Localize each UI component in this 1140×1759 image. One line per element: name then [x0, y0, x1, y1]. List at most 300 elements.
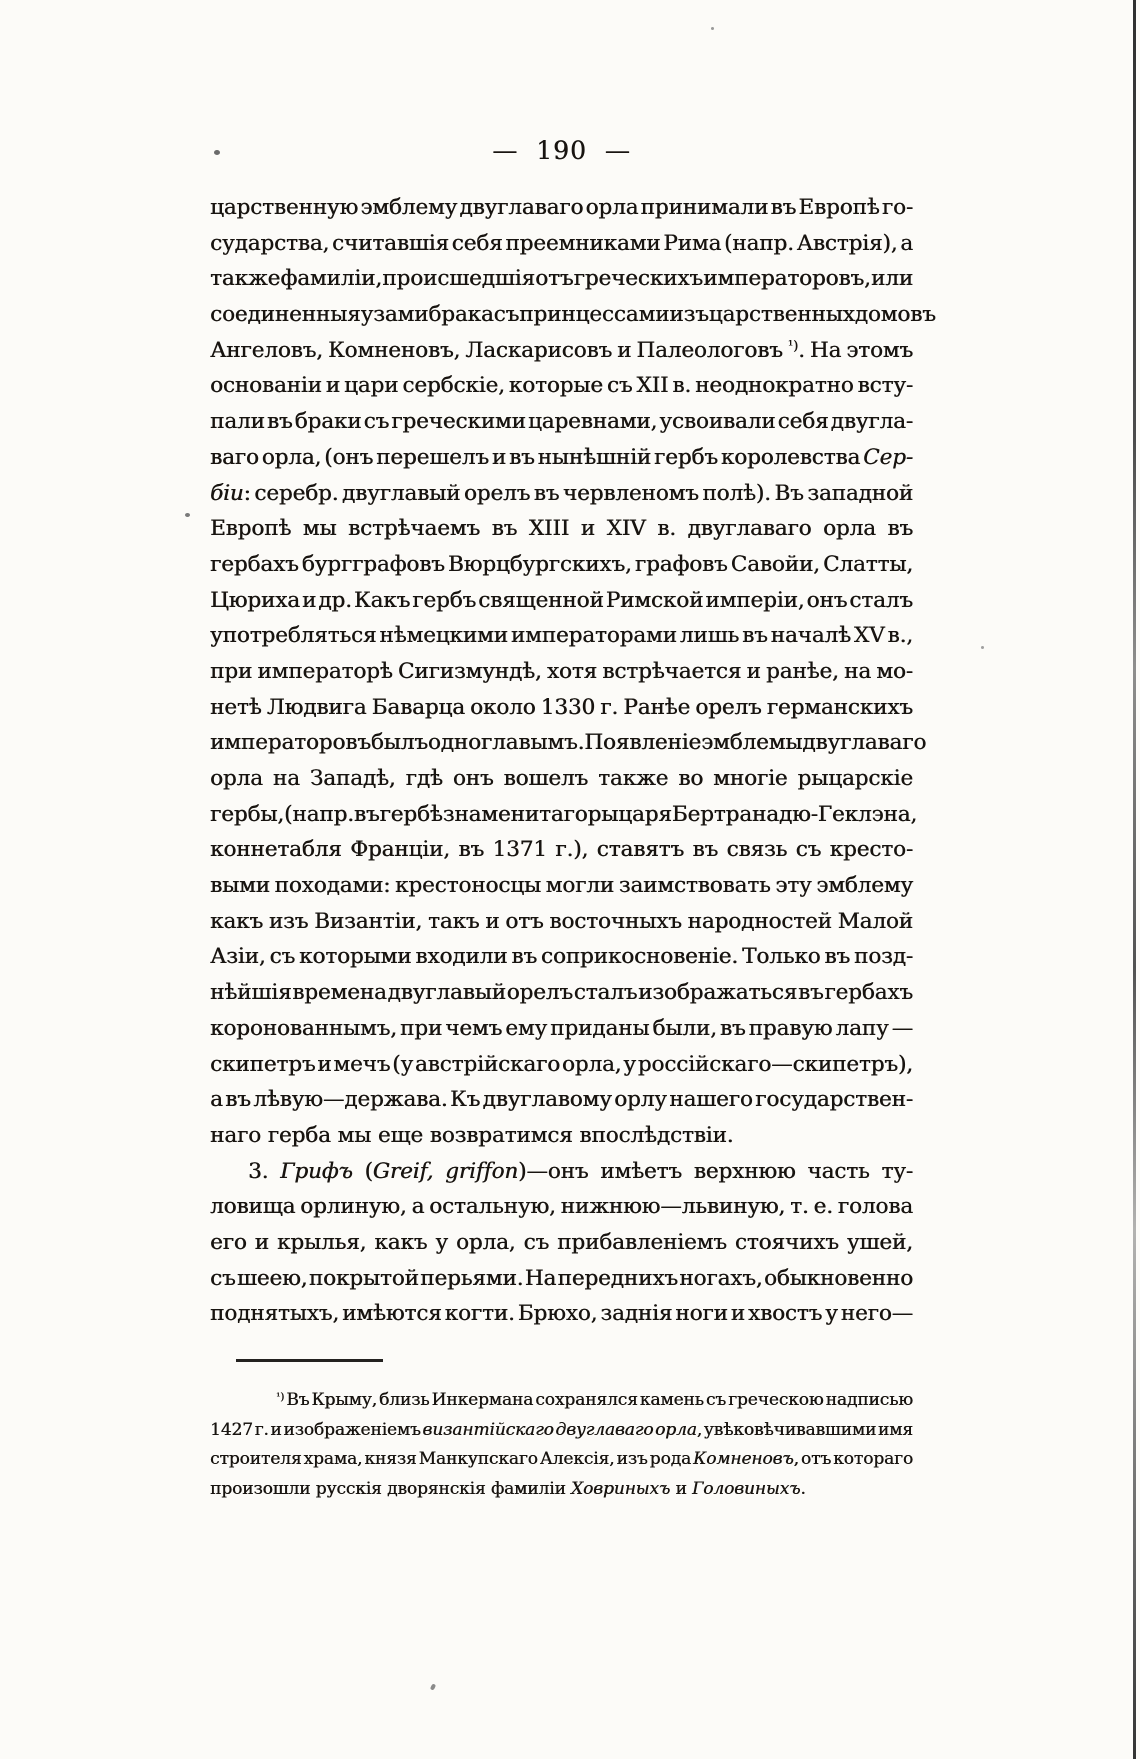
word: домовъ: [854, 302, 936, 328]
word: а: [210, 1087, 223, 1113]
text-line: [210, 1416, 913, 1446]
word: двуглаваго: [802, 730, 927, 756]
word: XII: [636, 373, 669, 399]
text-line: [210, 868, 913, 904]
word: въ: [742, 623, 768, 649]
word: Крыму,: [311, 1390, 377, 1410]
word: поднятыхъ,: [210, 1301, 340, 1327]
word: въ: [719, 1015, 746, 1041]
word: Ласкарисовъ: [465, 337, 613, 363]
word: в.: [657, 516, 676, 542]
word: въ: [824, 944, 850, 970]
word: греческими: [391, 409, 526, 435]
word: котораго: [833, 1449, 913, 1470]
word: в.,: [887, 623, 913, 649]
word: е.: [813, 1194, 833, 1220]
word: стоячихъ: [734, 1229, 839, 1255]
word: изъ: [669, 302, 709, 328]
word: съ: [523, 1229, 550, 1255]
word: могли: [545, 873, 615, 899]
text-line: [210, 476, 913, 512]
text-line: [210, 761, 913, 797]
word: въ: [533, 480, 560, 506]
word: шеею,: [236, 1265, 308, 1291]
word: и: [325, 373, 341, 399]
word: также: [210, 266, 281, 292]
text-line: [210, 725, 927, 761]
word: ему: [505, 1015, 548, 1041]
word: ноги: [675, 1301, 728, 1327]
scan-speck: [981, 646, 984, 649]
word: нѣйшія: [210, 980, 292, 1006]
word: Европѣ: [798, 195, 880, 220]
word: въ: [509, 444, 535, 470]
footnote-text: [210, 1386, 913, 1504]
word: двуглавый: [341, 480, 461, 506]
word: лапу: [835, 1015, 889, 1041]
word: пали: [210, 409, 265, 435]
word: онъ: [452, 766, 494, 791]
text-line: [210, 1047, 913, 1083]
word: и: [675, 1478, 687, 1499]
word: Какъ: [353, 587, 411, 613]
page-edge-shadow: [1133, 0, 1136, 1759]
word: покрытой: [308, 1265, 419, 1291]
word: возвратимся: [429, 1122, 573, 1148]
word: и: [730, 1301, 745, 1327]
word: него—: [840, 1301, 913, 1327]
word: Цюриха: [210, 587, 300, 613]
word: хотя: [546, 658, 598, 684]
word: цари: [344, 373, 399, 399]
text-line: [210, 583, 913, 619]
word: съ: [795, 837, 822, 863]
word: съ: [269, 944, 296, 970]
word: эмблему: [816, 873, 913, 899]
word: сохранялся: [535, 1390, 638, 1410]
word: и: [617, 337, 632, 363]
word: г.),: [555, 837, 589, 863]
word: греческихъ: [573, 266, 703, 292]
word: царственную: [210, 195, 359, 220]
word: ранѣе,: [765, 658, 839, 684]
word: такъ: [427, 908, 480, 934]
word: Къ: [449, 1087, 481, 1113]
word: правую: [748, 1015, 833, 1041]
word: когти.: [444, 1301, 515, 1327]
word: восточныхъ: [549, 908, 682, 934]
word: въ: [511, 944, 537, 970]
word: въ: [887, 516, 913, 542]
word: знаменитаго: [442, 801, 588, 827]
word: впослѣдствіи.: [579, 1122, 734, 1148]
word: русскія: [315, 1478, 382, 1499]
word: двуглаваго: [555, 1419, 654, 1440]
word: царевнами,: [527, 409, 658, 435]
word: императорами: [510, 623, 677, 649]
word: камень: [639, 1390, 704, 1410]
word: рыцаря: [587, 801, 672, 827]
text-line: [210, 654, 913, 690]
word: эту: [775, 873, 812, 899]
word: ту-: [881, 1158, 913, 1184]
word: при: [399, 1015, 443, 1041]
text-line: [210, 975, 913, 1011]
word: графовъ: [634, 551, 728, 577]
word: съ: [210, 1265, 236, 1291]
word: и: [485, 908, 500, 934]
word: у: [825, 1301, 838, 1327]
word: заднія: [600, 1301, 673, 1327]
word: Австрія),: [796, 230, 898, 256]
word: еще: [377, 1122, 423, 1148]
word: рыцарскіе: [797, 766, 913, 791]
word: византійскаго: [422, 1419, 554, 1440]
word: въ: [692, 837, 719, 863]
word: Бертрана: [671, 801, 779, 827]
word: князя: [364, 1449, 417, 1470]
word: дворянскія: [386, 1478, 486, 1499]
word: храма,: [303, 1449, 363, 1470]
word: мы: [302, 516, 337, 542]
word: біи:: [210, 480, 251, 506]
word: Манкупскаго: [418, 1449, 538, 1470]
word: коронованнымъ,: [210, 1015, 397, 1041]
text-line: [210, 1261, 913, 1297]
word: которыми: [299, 944, 412, 970]
word: отъ: [800, 1449, 832, 1470]
word: западной: [807, 480, 913, 506]
word: и: [491, 444, 507, 470]
body-text: [210, 190, 936, 1332]
word: ушей,: [846, 1229, 913, 1255]
word: орла,: [261, 444, 322, 470]
word: царственных: [708, 302, 855, 328]
word: съ: [363, 409, 390, 435]
text-line: [210, 333, 913, 369]
word: орла: [823, 516, 876, 542]
word: Палеологовъ: [636, 337, 783, 363]
word: На: [809, 337, 842, 363]
word: гербахъ: [210, 551, 299, 577]
word: орла: [585, 195, 639, 220]
word: а: [900, 230, 913, 256]
word: и: [254, 1229, 269, 1255]
text-line: [210, 297, 936, 333]
word: 1330: [540, 694, 595, 720]
word: съ: [493, 302, 520, 328]
word: одноглавымъ.: [427, 730, 585, 756]
word: герба: [267, 1122, 331, 1148]
word: переднихъ: [557, 1265, 678, 1291]
word: неоднократно: [695, 373, 854, 399]
word: у: [435, 1229, 448, 1255]
word: считавшія: [331, 230, 449, 256]
word: въ: [770, 195, 797, 220]
word: отъ: [505, 908, 544, 934]
word: двугла-: [830, 409, 913, 435]
word: мо-: [876, 658, 913, 684]
word: перьями.: [420, 1265, 524, 1291]
word: отъ: [535, 266, 574, 292]
word: (напр.: [723, 230, 794, 256]
word: (Greif,: [364, 1158, 434, 1184]
word: Слатты,: [823, 551, 913, 577]
word: верхнюю: [693, 1158, 796, 1184]
word: Ранѣе: [623, 694, 691, 720]
word: Ангеловъ,: [210, 337, 323, 363]
word: Римской: [605, 587, 704, 613]
word: которые: [508, 373, 603, 399]
word: орелъ: [695, 694, 762, 720]
word: преемниками: [505, 230, 661, 256]
word: принимали: [640, 195, 769, 220]
word: съ: [705, 1390, 726, 1410]
word: связь: [726, 837, 788, 863]
word: усвоивали: [659, 409, 776, 435]
word: орелъ: [506, 980, 573, 1006]
word: и: [317, 1051, 332, 1077]
word: Только: [742, 944, 821, 970]
word: или: [870, 266, 913, 292]
word: Появленіе: [584, 730, 702, 756]
text-line: [210, 1011, 913, 1047]
word: Баварца: [371, 694, 465, 720]
text-line: [210, 690, 913, 726]
word: фамиліи,: [280, 266, 382, 292]
word: орла: [210, 766, 263, 791]
word: произошли: [210, 1478, 311, 1499]
word: часть: [807, 1158, 870, 1184]
word: имя: [877, 1419, 913, 1440]
word: были,: [652, 1015, 717, 1041]
word: (у: [392, 1051, 414, 1077]
text-line: [210, 190, 913, 226]
text-line: [210, 904, 913, 940]
word: 1427: [210, 1419, 253, 1440]
text-line: [210, 511, 913, 547]
page-number: — 190 —: [492, 136, 631, 165]
word: го-: [881, 195, 913, 220]
word: священной: [478, 587, 604, 613]
word: встрѣчается: [602, 658, 742, 684]
word: Азіи,: [210, 944, 266, 970]
word: серебр.: [254, 480, 339, 506]
word: нашего: [669, 1087, 753, 1113]
word: какъ: [374, 1229, 428, 1255]
word: Вюрцбургскихъ,: [447, 551, 632, 577]
text-line: [210, 1445, 913, 1475]
word: брака: [428, 302, 494, 328]
word: строителя: [210, 1449, 302, 1470]
word: дю-Геклэна,: [778, 801, 918, 827]
word: вошелъ: [503, 766, 589, 791]
word: чемъ: [445, 1015, 503, 1041]
word: Сер-: [863, 444, 913, 470]
word: орелъ: [463, 480, 531, 506]
word: себя: [451, 230, 503, 256]
text-line: [210, 226, 913, 262]
word: нетѣ: [210, 694, 262, 720]
word: себя: [777, 409, 829, 435]
word: въ: [225, 1087, 251, 1113]
word: ногахъ,: [679, 1265, 763, 1291]
word: т.: [790, 1194, 809, 1220]
word: Савойи,: [730, 551, 820, 577]
word: Западѣ,: [309, 766, 396, 791]
word: Рима: [663, 230, 722, 256]
word: изъ: [616, 1449, 648, 1470]
word: XIV: [606, 516, 646, 542]
word: около: [470, 694, 536, 720]
word: (онъ: [324, 444, 374, 470]
word: г.: [600, 694, 619, 720]
word: Сигизмундѣ,: [397, 658, 542, 684]
word: на: [272, 766, 300, 791]
text-line: [210, 1082, 913, 1118]
word: двуглаваго: [459, 195, 584, 220]
word: выми: [210, 873, 270, 899]
word: приданы: [550, 1015, 650, 1041]
word: государствен-: [755, 1087, 913, 1113]
text-line: [210, 939, 913, 975]
word: встрѣчаемъ: [348, 516, 480, 542]
word: фамиліи: [490, 1478, 566, 1499]
text-line: [210, 368, 913, 404]
word: эмблемы: [701, 730, 803, 756]
word: и: [270, 1419, 282, 1440]
word: узами: [360, 302, 429, 328]
word: позд-: [853, 944, 913, 970]
text-line: [210, 404, 913, 440]
word: полѣ).: [702, 480, 771, 506]
word: сербскіе,: [402, 373, 505, 399]
word: двуглавому: [482, 1087, 612, 1113]
word: какъ: [210, 908, 263, 934]
word: походами:: [274, 873, 391, 899]
word: ¹): [276, 1390, 285, 1403]
word: соединенныя: [210, 302, 361, 328]
word: Ховриныхъ: [571, 1478, 671, 1499]
word: имѣются: [342, 1301, 442, 1327]
word: griffon)—онъ: [445, 1158, 589, 1184]
word: и: [746, 658, 761, 684]
word: сталъ: [573, 980, 638, 1006]
word: гербъ: [653, 444, 718, 470]
word: крестоносцы: [394, 873, 541, 899]
word: всту-: [857, 373, 913, 399]
word: королевства: [720, 444, 861, 470]
scan-speck: [430, 1683, 436, 1690]
word: эмблему: [360, 195, 458, 220]
word: голова: [837, 1194, 913, 1220]
word: этомъ: [846, 337, 913, 363]
word: нѣмецкими: [379, 623, 508, 649]
word: ставятъ: [596, 837, 684, 863]
word: австрійскаго: [414, 1051, 561, 1077]
word: Комненовъ,: [327, 337, 461, 363]
word: гербѣ: [379, 801, 443, 827]
word: въ: [458, 837, 485, 863]
word: скипетръ: [210, 1051, 316, 1077]
word: въ: [797, 980, 824, 1006]
text-line: [210, 440, 913, 476]
word: браки: [294, 409, 362, 435]
word: 3.: [248, 1158, 269, 1184]
word: гдѣ: [405, 766, 443, 791]
text-line: [210, 1154, 913, 1190]
word: многіе: [713, 766, 788, 791]
word: при: [210, 658, 253, 684]
word: надписью: [825, 1390, 913, 1410]
word: употребляться: [210, 623, 377, 649]
word: мы: [337, 1122, 372, 1148]
word: Инкермана: [431, 1390, 534, 1410]
text-line: [210, 618, 913, 654]
word: ваго: [210, 444, 259, 470]
word: в.: [672, 373, 692, 399]
word: орла,: [561, 1051, 622, 1077]
word: обыкновенно: [763, 1265, 913, 1291]
word: увѣковѣчивавшими: [703, 1419, 877, 1440]
word: Европѣ: [210, 516, 292, 542]
text-line: [210, 1475, 913, 1505]
word: соприкосновеніе.: [540, 944, 739, 970]
word: сталъ: [849, 587, 913, 613]
word: мечъ: [333, 1051, 391, 1077]
text-line: [210, 547, 913, 583]
text-line: [210, 832, 913, 868]
word: Въ: [286, 1390, 310, 1410]
word: основаніи: [210, 373, 322, 399]
word: Головиныхъ.: [691, 1478, 806, 1499]
footnote-separator: [236, 1359, 383, 1362]
word: былъ: [370, 730, 428, 756]
word: $^{^1)}$.: [787, 337, 805, 363]
word: крылья,: [276, 1229, 367, 1255]
word: лѣвую—держава.: [253, 1087, 448, 1113]
word: также: [598, 766, 669, 791]
word: времена: [292, 980, 387, 1006]
word: наго: [210, 1122, 261, 1148]
text-line: [210, 1189, 913, 1225]
word: нижнюю—львиную,: [560, 1194, 786, 1220]
word: коннетабля: [210, 837, 342, 863]
text-line: [210, 1386, 913, 1416]
word: орлиную,: [300, 1194, 407, 1220]
word: орла,: [455, 1229, 516, 1255]
word: императорѣ: [257, 658, 393, 684]
word: бургграфовъ: [301, 551, 445, 577]
word: имѣетъ: [600, 1158, 682, 1184]
word: и: [580, 516, 595, 542]
text-line: [210, 1118, 913, 1154]
word: началѣ: [770, 623, 851, 649]
text-line: [210, 797, 918, 833]
word: рода: [649, 1449, 691, 1470]
word: принцессами: [519, 302, 670, 328]
word: гербы,: [210, 801, 285, 827]
word: съ: [606, 373, 633, 399]
word: происшедшія: [382, 266, 535, 292]
word: въ: [491, 516, 518, 542]
word: ловища: [210, 1194, 296, 1220]
word: греческою: [728, 1390, 824, 1410]
word: изъ: [268, 908, 309, 934]
word: лишь: [679, 623, 740, 649]
word: сударства,: [210, 230, 330, 256]
word: его: [210, 1229, 247, 1255]
